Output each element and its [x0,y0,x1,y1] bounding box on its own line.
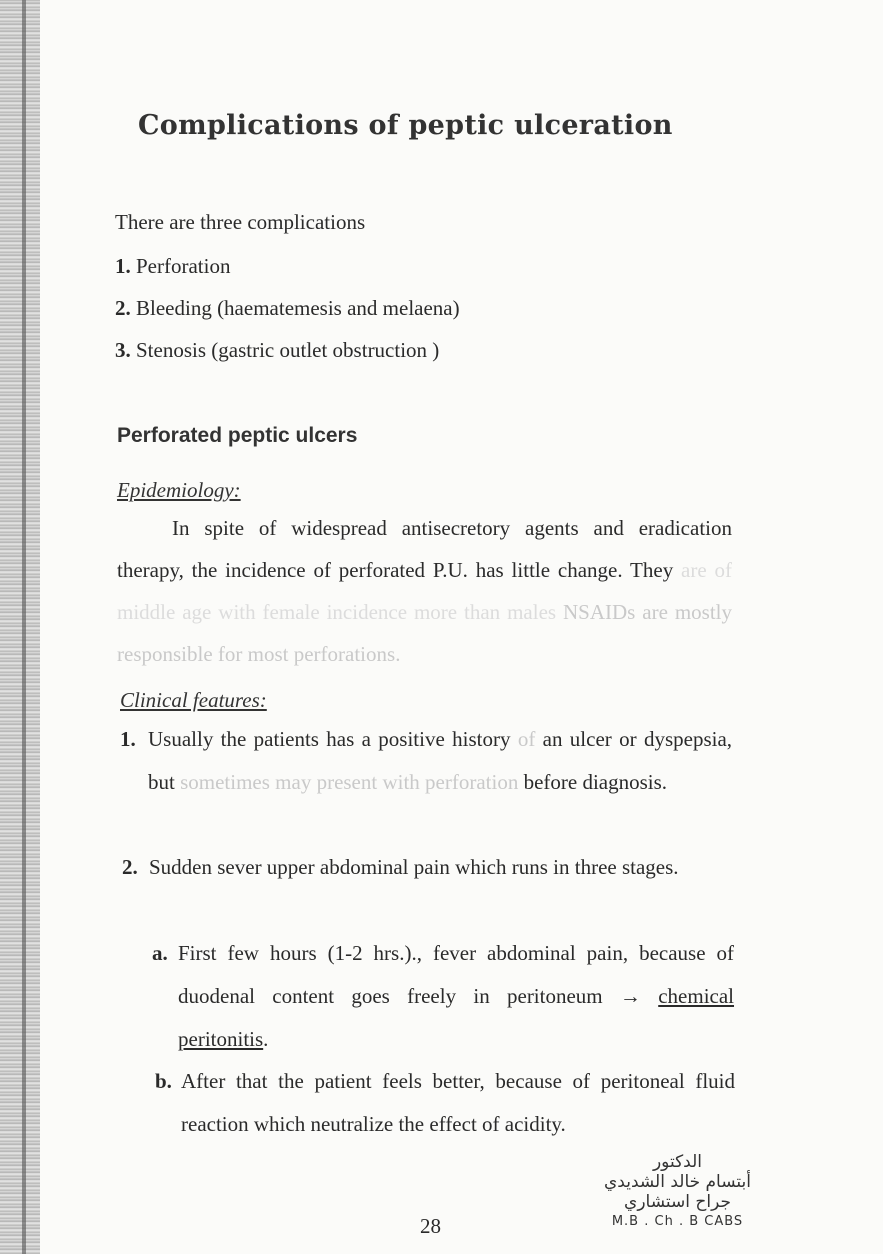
stamp-name: أبتسام خالد الشديدي [603,1172,751,1192]
epidemiology-paragraph [117,507,732,675]
item-letter: b. [155,1069,172,1093]
stamp-degree: M.B . Ch . B CABS [611,1214,744,1229]
underlined-term: chemical [658,984,735,1008]
scan-edge-shadow [0,0,40,1254]
item-text: an ulcer or dyspepsia, but [148,727,733,794]
epidemiology-faded-text-2: NSAIDs are mostly responsible for most perforations. [117,600,733,666]
list-text: Stenosis (gastric outlet obstruction ) [136,338,440,362]
clinical-sub-item-b [155,1060,735,1146]
item-number: 1. [120,727,136,751]
list-text: Bleeding (haematemesis and melaena) [136,296,460,320]
list-item [115,296,460,321]
item-text: before diagnosis. [523,770,668,794]
scan-edge-line [22,0,26,1254]
epidemiology-heading: Epidemiology: [117,478,241,502]
list-number: 2. [115,296,131,320]
list-item [115,254,230,279]
item-number: 2. [122,855,138,879]
item-text: After that the patient feels better, because of peritoneal fluid reaction which neutralize the effect of acidity. [181,1069,735,1136]
item-faded-text: sometimes may present with perforation [180,770,519,794]
item-faded-text: of [517,727,536,751]
item-text: First few hours (1-2 hrs.)., fever abdominal pain, because of duodenal content goes freely in peritoneum → [178,941,734,1008]
doctor-stamp [580,1152,775,1232]
item-letter: a. [152,941,168,965]
item-text-end: . [263,1027,269,1051]
clinical-sub-item-a [152,932,734,1061]
clinical-heading: Clinical features: [120,688,267,712]
list-item [115,338,439,363]
clinical-item-2 [122,846,734,889]
item-text: Sudden sever upper abdominal pain which runs in three stages. [149,855,679,879]
stamp-role: جراح استشاري [624,1192,731,1212]
page-number: 28 [420,1214,441,1238]
epidemiology-text: In spite of widespread antisecretory agents and eradication therapy, the incidence of perforated P.U. has little change. They [117,516,732,582]
page-title: Complications of peptic ulceration [138,110,673,141]
section-heading: Perforated peptic ulcers [117,424,358,447]
list-number: 1. [115,254,131,278]
underlined-term: peritonitis [178,1027,264,1051]
list-number: 3. [115,338,131,362]
stamp-title: الدكتور [652,1152,703,1172]
intro-text: There are three complications [115,210,366,234]
item-text: Usually the patients has a positive history [148,727,511,751]
epidemiology-faded-text: are of middle age with female incidence more than males [117,558,733,624]
clinical-item-1 [120,718,732,804]
list-text: Perforation [136,254,231,278]
